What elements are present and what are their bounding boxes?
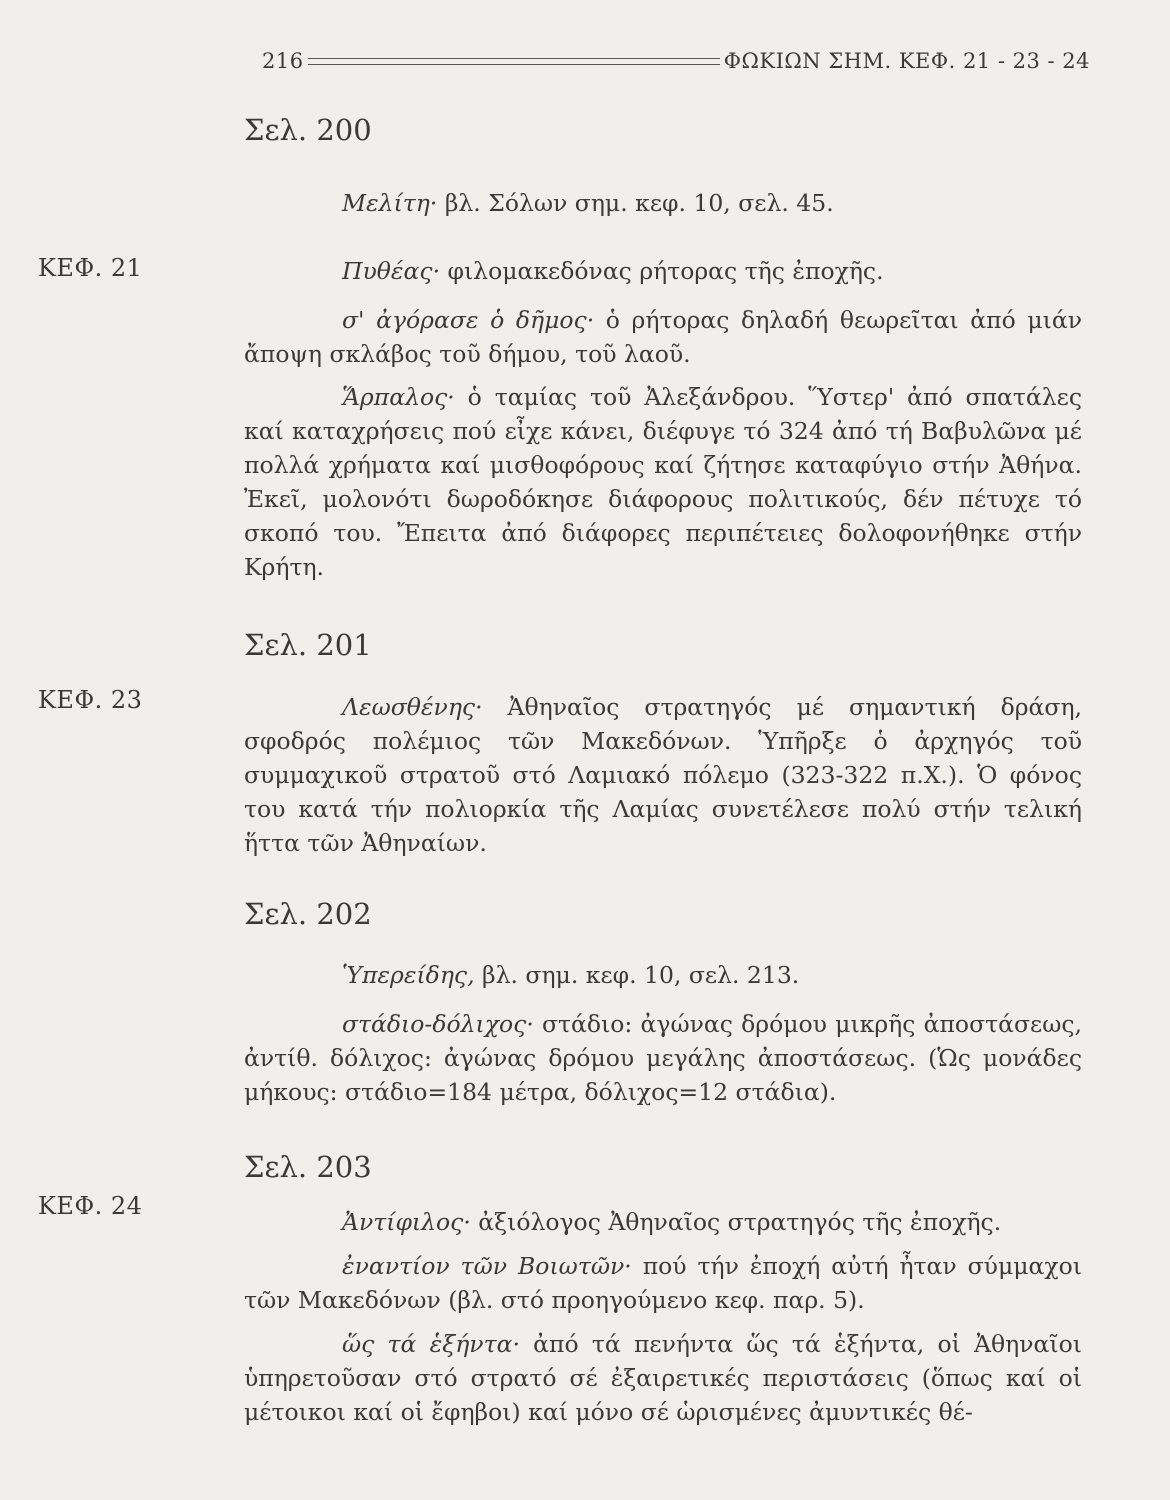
note-text: βλ. σημ. κεφ. 10, σελ. 213. xyxy=(474,961,800,989)
note-entry xyxy=(244,303,1082,371)
section-heading: Σελ. 202 xyxy=(244,897,372,931)
note-term: Λεωσθένης· xyxy=(342,693,483,721)
note-entry xyxy=(244,380,1082,584)
note-text: βλ. Σόλων σημ. κεφ. 10, σελ. 45. xyxy=(437,189,834,217)
note-text: ὁ ρήτορας δηλαδή θεωρεῖται ἀπό μιάν ἄποψη σκλάβος τοῦ δήμου, τοῦ λαοῦ. xyxy=(244,306,1082,368)
note-term: στάδιο-δόλιχος· xyxy=(342,1010,534,1038)
note-term: σ' ἀγόρασε ὁ δῆμος· xyxy=(342,306,595,334)
note-term: ἐναντίον τῶν Βοιωτῶν· xyxy=(342,1252,632,1280)
margin-chapter-label: ΚΕΦ. 21 xyxy=(38,254,143,282)
note-text: στάδιο: ἀγώνας δρόμου μικρῆς ἀποστάσεως, ἀντίθ. δόλιχος: ἀγώνας δρόμου μεγάλης ἀποστάσεως. (Ὡς μονάδες μήκους: στάδιο=184 μέτρα, δόλιχος=12 στάδια). xyxy=(244,1010,1082,1106)
note-term: Πυθέας· xyxy=(342,257,441,285)
note-entry xyxy=(244,254,1082,288)
note-text: ὁ ταμίας τοῦ Ἀλεξάνδρου. Ὕστερ' ἀπό σπατάλες καί καταχρήσεις πού εἶχε κάνει, διέφυγε τό 324 ἀπό τή Βαβυλῶνα μέ πολλά χρήματα καί μισθοφόρους καί ζήτησε καταφύγιο στήν Ἀθήνα. Ἐκεῖ, μολονότι δωροδόκησε διάφορους πολιτικούς, δέν πέτυχε τό σκοπό του. Ἔπειτα ἀπό διάφορες περιπέτειες δολοφονήθηκε στήν Κρήτη. xyxy=(244,383,1082,581)
note-entry xyxy=(244,690,1082,860)
note-entry xyxy=(244,186,1082,220)
note-term: ὥς τά ἑξήντα· xyxy=(342,1330,520,1358)
note-entry xyxy=(244,958,1082,992)
note-entry xyxy=(244,1249,1082,1317)
note-term: Ὑπερείδης, xyxy=(342,961,475,989)
note-entry xyxy=(244,1205,1082,1239)
note-text: φιλομακεδόνας ρήτορας τῆς ἐποχῆς. xyxy=(440,257,884,285)
note-term: Ἀντίφιλος· xyxy=(342,1208,471,1236)
section-heading: Σελ. 201 xyxy=(244,628,372,662)
note-text: ἀξιόλογος Ἀθηναῖος στρατηγός τῆς ἐποχῆς. xyxy=(470,1208,1002,1236)
header-double-rule xyxy=(308,58,720,65)
note-entry xyxy=(244,1327,1082,1429)
section-heading: Σελ. 203 xyxy=(244,1150,372,1184)
note-term: Ἅρπαλος· xyxy=(342,383,455,411)
page-number: 216 xyxy=(262,49,304,73)
note-text: Ἀθηναῖος στρατηγός μέ σημαντική δράση, σφοδρός πολέμιος τῶν Μακεδόνων. Ὑπῆρξε ὁ ἀρχηγός τοῦ συμμαχικοῦ στρατοῦ στό Λαμιακό πόλεμο (323-322 π.Χ.). Ὁ φόνος του κατά τήν πολιορκία τῆς Λαμίας συνετέλεσε πολύ στήν τελική ἥττα τῶν Ἀθηναίων. xyxy=(244,693,1082,857)
note-term: Μελίτη· xyxy=(342,189,438,217)
running-header xyxy=(262,44,1090,78)
note-text: πού τήν ἐποχή αὐτή ἦταν σύμμαχοι τῶν Μακεδόνων (βλ. στό προηγούμενο κεφ. παρ. 5). xyxy=(244,1252,1082,1314)
running-title: ΦΩΚΙΩΝ ΣΗΜ. ΚΕΦ. 21 - 23 - 24 xyxy=(723,49,1090,73)
note-entry xyxy=(244,1007,1082,1109)
note-text: ἀπό τά πενήντα ὥς τά ἑξήντα, οἱ Ἀθηναῖοι ὑπηρετοῦσαν στό στρατό σέ ἐξαιρετικές περιστάσεις (ὅπως καί οἱ μέτοικοι καί οἱ ἔφηβοι) καί μόνο σέ ὡρισμένες ἀμυντικές θέ- xyxy=(244,1330,1082,1426)
margin-chapter-label: ΚΕΦ. 23 xyxy=(38,686,143,714)
section-heading: Σελ. 200 xyxy=(244,113,372,147)
margin-chapter-label: ΚΕΦ. 24 xyxy=(38,1192,143,1220)
